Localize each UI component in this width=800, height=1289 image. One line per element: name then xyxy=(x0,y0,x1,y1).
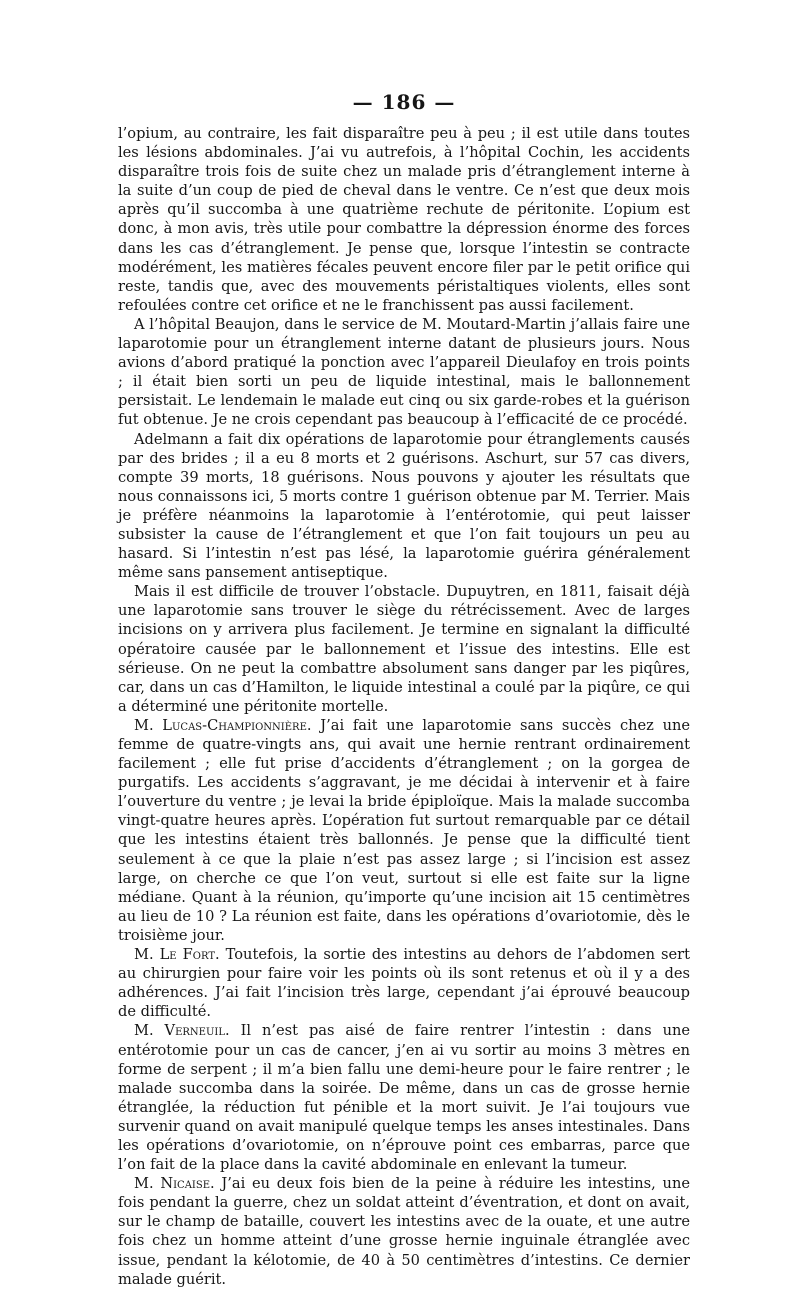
paragraph-7 xyxy=(118,1021,690,1174)
speaker-name: M. Lucas-Championnière. xyxy=(134,716,312,734)
paragraph-text: J’ai fait une laparotomie sans succès chez une femme de quatre-vingts ans, qui avait une hernie rentrant ordinairement facilement ; elle fut prise d’accidents d’étranglement ; on la gorgea de purgatifs. Les accidents s’aggravant, je me décidai à intervenir et à faire l’ouverture du ventre ; je levai la bride épiploïque. Mais la malade succomba vingt-quatre heures après. L’opération fut surtout remarquable par ce détail que les intestins étaient très ballonnés. Je pense que la difficulté tient seulement à ce que la plaie n’est pas assez large ; si l’incision est assez large, on cherche ce que l’on veut, surtout si elle est faite sur la ligne médiane. Quant à la réunion, qu’importe qu’une incision ait 15 centimètres au lieu de 10 ? La réunion est faite, dans les opérations d’ovariotomie, dès le troisième jour. xyxy=(118,716,691,944)
page-number: — 186 — xyxy=(352,90,456,114)
paragraph-text: Toutefois, la sortie des intestins au dehors de l’abdomen sert au chirurgien pour faire voir les points où ils sont retenus et où il y a des adhérences. J’ai fait l’incision très large, cependant j’ai éprouvé beaucoup de difficulté. xyxy=(118,946,691,1021)
paragraph-text: Il n’est pas aisé de faire rentrer l’intestin : dans une entérotomie pour un cas de cancer, j’en ai vu sortir au moins 3 mètres en forme de serpent ; il m’a bien fallu une demi-heure pour le faire rentrer ; le malade succomba dans la soirée. De même, dans un cas de grosse hernie étranglée, la réduction fut pénible et la mort suivit. Je l’ai toujours vue survenir quand on avait manipulé quelque temps les anses intestinales. Dans les opérations d’ovariotomie, on n’éprouve point ces embarras, parce que l’on fait de la place dans la cavité abdominale en enlevant la tumeur. xyxy=(118,1022,691,1174)
speaker-name: M. Nicaise. xyxy=(134,1175,215,1193)
speaker-name: M. Le Fort. xyxy=(134,946,220,964)
paragraph-2 xyxy=(118,315,690,430)
paragraph-text: Mais il est difficile de trouver l’obstacle. Dupuytren, en 1811, faisait déjà une laparotomie sans trouver le siège du rétrécissement. Avec de larges incisions on y arrivera plus facilement. Je termine en signalant la difficulté opératoire causée par le ballonnement et l’issue des intestins. Elle est sérieuse. On ne peut la combattre absolument sans danger par les piqûres, car, dans un cas d’Hamilton, le liquide intestinal a coulé par la piqûre, ce qui a déterminé une péritonite mortelle. xyxy=(118,583,690,715)
paragraph-6 xyxy=(118,945,690,1021)
paragraph-text: Adelmann a fait dix opérations de laparotomie pour étranglements causés par des brides ; il a eu 8 morts et 2 guérisons. Aschurt, sur 57 cas divers, compte 39 morts, 18 guérisons. Nous pouvons y ajouter les résultats que nous connaissons ici, 5 morts contre 1 guérison obtenue par M. Terrier. Mais je préfère néanmoins la laparotomie à l’entérotomie, qui peut laisser subsister la cause de l’étranglement et que l’on fait toujours un peu au hasard. Si l’intestin n’est pas lésé, la laparotomie guérira généralement même sans pansement antiseptique. xyxy=(118,430,690,582)
paragraph-8 xyxy=(118,1174,690,1289)
paragraph-5 xyxy=(118,716,690,945)
paragraph-text: J’ai eu deux fois bien de la peine à réduire les intestins, une fois pendant la guerre, chez un soldat atteint d’éventration, et dont on avait, sur le champ de bataille, couvert les intestins avec de la ouate, et une autre fois chez un homme atteint d’une grosse hernie inguinale étranglée avec issue, pendant la kélotomie, de 40 à 50 centimètres d’intestins. Ce dernier malade guérit. xyxy=(118,1175,690,1288)
paragraph-text: A l’hôpital Beaujon, dans le service de M. Moutard-Martin j’allais faire une laparotomie pour un étranglement interne datant de plusieurs jours. Nous avions d’abord pratiqué la ponction avec l’appareil Dieulafoy en trois points ; il était bien sorti un peu de liquide intestinal, mais le ballonnement persistait. Le lendemain le malade eut cinq ou six garde-robes et la guérison fut obtenue. Je ne crois cependant pas beaucoup à l’efficacité de ce procédé. xyxy=(118,315,690,429)
paragraph-1 xyxy=(118,124,690,315)
paragraph-4 xyxy=(118,582,690,716)
paragraph-3 xyxy=(118,430,690,583)
body-text xyxy=(118,124,690,1289)
paragraph-text: l’opium, au contraire, les fait disparaître peu à peu ; il est utile dans toutes les lésions abdominales. J’ai vu autrefois, à l’hôpital Cochin, les accidents disparaître trois fois de suite chez un malade pris d’étranglement interne à la suite d’un coup de pied de cheval dans le ventre. Ce n’est que deux mois après qu’il succomba à une quatrième rechute de péritonite. L’opium est donc, à mon avis, très utile pour combattre la dépression énorme des forces dans les cas d’étranglement. Je pense que, lorsque l’intestin se contracte modérément, les matières fécales peuvent encore filer par le petit orifice qui reste, tandis que, avec des mouvements péristaltiques violents, elles sont refoulées contre cet orifice et ne le franchissent pas aussi facilement. xyxy=(118,125,690,314)
speaker-name: M. Verneuil. xyxy=(134,1022,230,1040)
